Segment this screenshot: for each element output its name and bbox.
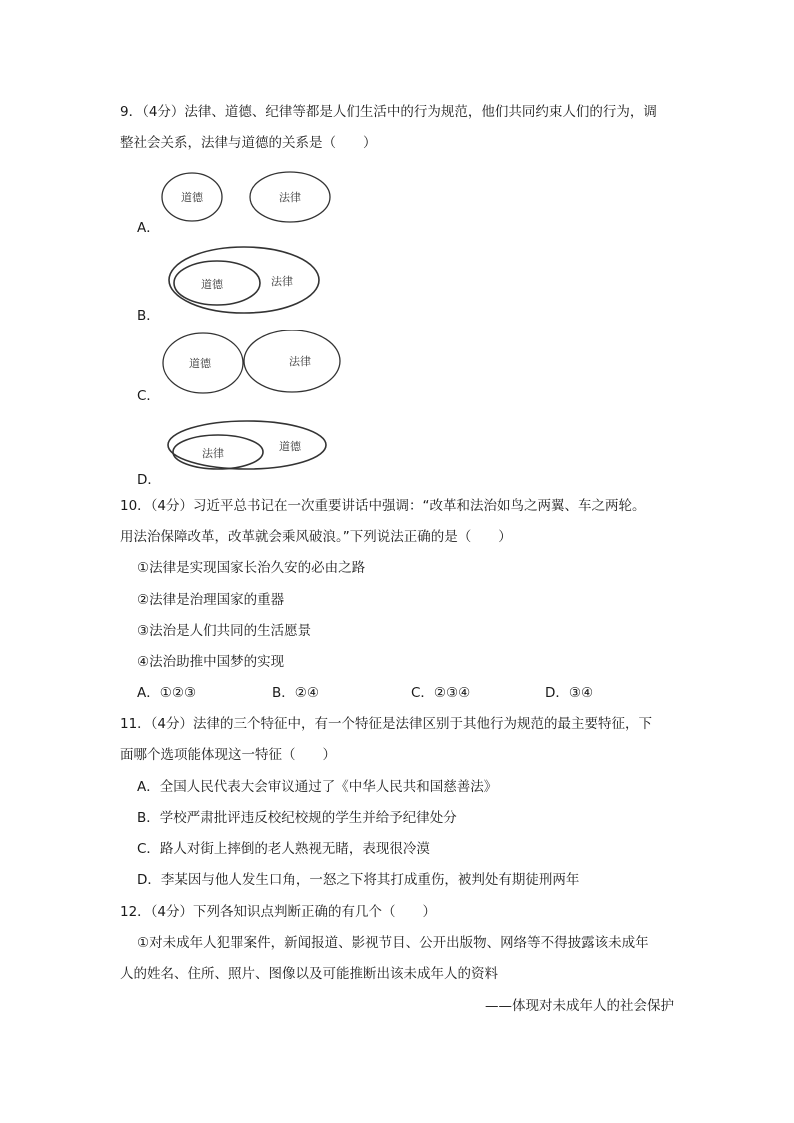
q10-stem-line2: 用法治保障改革，改革就会乘风破浪。”下列说法正确的是（ ）	[120, 529, 512, 545]
q10-choice-b[interactable]: B．②④	[272, 685, 319, 701]
q11-option-d[interactable]: D．李某因与他人发生口角，一怒之下将其打成重伤，被判处有期徒刑两年	[137, 872, 580, 888]
q11-option-b[interactable]: B．学校严肃批评违反校纪校规的学生并给予纪律处分	[137, 810, 457, 826]
q11-stem-line2: 面哪个选项能体现这一特征（ ）	[120, 747, 336, 763]
q9-option-d-label[interactable]: D．	[137, 472, 161, 488]
diagram-b-inner-label: 道德	[201, 278, 223, 291]
diagram-d-inner-label: 法律	[202, 447, 224, 460]
law-outer-ellipse	[169, 247, 319, 313]
diagram-a-left-label: 道德	[181, 191, 203, 204]
diagram-d-outer-label: 道德	[279, 440, 301, 453]
q9-stem-line2: 整社会关系，法律与道德的关系是（ ）	[120, 135, 377, 151]
morality-outer-ellipse	[168, 421, 326, 469]
q12-item1-line2: 人的姓名、住所、照片、图像以及可能推断出该未成年人的资料	[120, 966, 498, 982]
q10-item-3: ③法治是人们共同的生活愿景	[137, 623, 312, 639]
q9-diagram-d	[160, 414, 335, 474]
q11-option-a[interactable]: A．全国人民代表大会审议通过了《中华人民共和国慈善法》	[137, 779, 498, 795]
q12-stem: 12．（4分）下列各知识点判断正确的有几个（ ）	[120, 904, 437, 920]
q12-item1-line1: ①对未成年人犯罪案件，新闻报道、影视节目、公开出版物、网络等不得披露该未成年	[137, 935, 649, 951]
q10-choice-c[interactable]: C．②③④	[411, 685, 471, 701]
q10-item-1: ①法律是实现国家长治久安的必由之路	[137, 560, 366, 576]
q11-stem-line1: 11．（4分）法律的三个特征中，有一个特征是法律区别于其他行为规范的最主要特征，下	[120, 716, 653, 732]
q10-item-2: ②法律是治理国家的重器	[137, 592, 285, 608]
q9-option-a-label[interactable]: A．	[137, 220, 160, 236]
q9-option-b-label[interactable]: B．	[137, 308, 160, 324]
q9-stem-line1: 9．（4分）法律、道德、纪律等都是人们生活中的行为规范，他们共同约束人们的行为，调	[120, 104, 657, 120]
q12-item1-attribution: ——体现对未成年人的社会保护	[485, 998, 674, 1014]
diagram-c-right-label: 法律	[289, 355, 311, 368]
q9-diagram-c	[160, 330, 350, 404]
q9-option-c-label[interactable]: C．	[137, 388, 160, 404]
q10-choice-d[interactable]: D．③④	[545, 685, 594, 701]
diagram-a-right-label: 法律	[279, 191, 301, 204]
diagram-c-left-label: 道德	[189, 357, 211, 370]
diagram-b-outer-label: 法律	[271, 275, 293, 288]
q9-diagram-a	[160, 170, 340, 236]
q10-stem-line1: 10．（4分）习近平总书记在一次重要讲话中强调：“改革和法治如鸟之两翼、车之两轮。	[120, 498, 646, 514]
q10-choice-a[interactable]: A．①②③	[137, 685, 197, 701]
q11-option-c[interactable]: C．路人对街上摔倒的老人熟视无睹，表现很冷漠	[137, 841, 430, 857]
q9-diagram-b	[160, 244, 330, 322]
q10-item-4: ④法治助推中国梦的实现	[137, 654, 285, 670]
